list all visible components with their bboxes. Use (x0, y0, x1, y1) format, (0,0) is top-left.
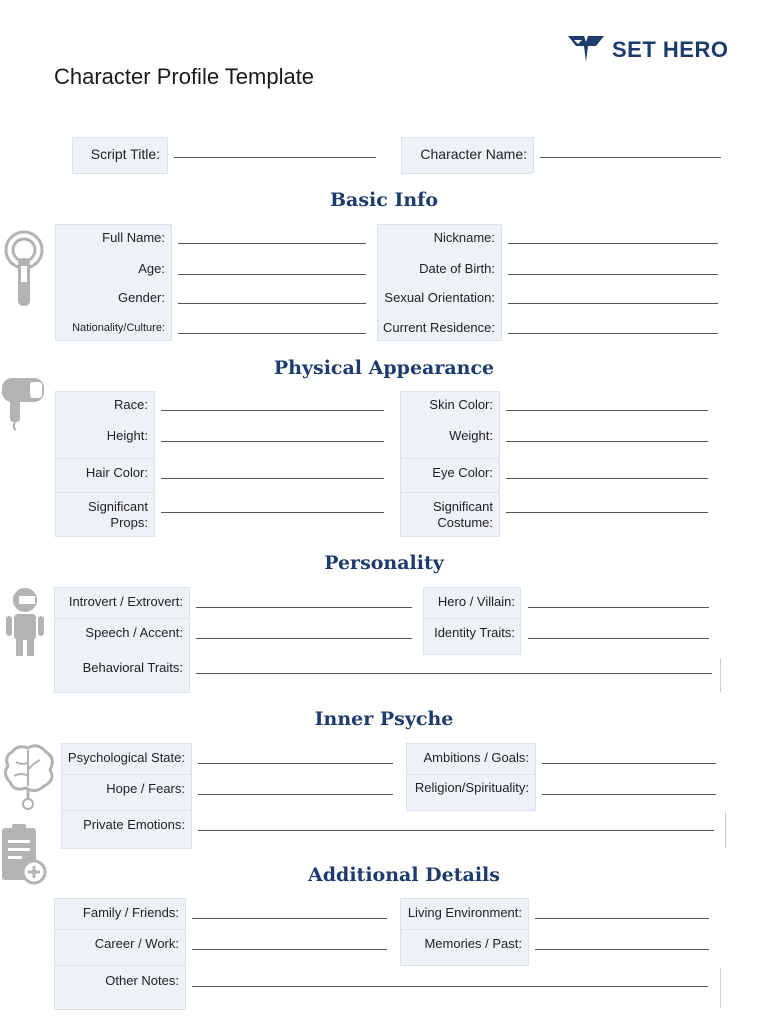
character-name-field[interactable] (540, 157, 721, 158)
speech-accent-field[interactable] (196, 638, 412, 639)
nickname-label: Nickname: (433, 230, 495, 245)
ambitions-goals-label: Ambitions / Goals: (423, 750, 529, 765)
living-environment-field[interactable] (535, 918, 709, 919)
race-field[interactable] (161, 410, 384, 411)
living-environment-label: Living Environment: (407, 905, 522, 920)
height-label: Height: (106, 428, 148, 443)
psychological-state-label: Psychological State: (67, 750, 185, 765)
hero-villain-label: Hero / Villain: (437, 594, 515, 609)
script-title-field[interactable] (174, 157, 376, 158)
significant-props-label-line1: Significant (88, 499, 148, 514)
hope-fears-field[interactable] (198, 794, 393, 795)
skin-color-label: Skin Color: (429, 397, 493, 412)
page-title: Character Profile Template (54, 64, 315, 89)
hair-dryer-icon (0, 374, 48, 432)
other-notes-label: Other Notes: (105, 973, 179, 988)
hair-color-field[interactable] (161, 478, 384, 479)
identity-traits-field[interactable] (528, 638, 709, 639)
eye-color-label: Eye Color: (432, 465, 493, 480)
current-residence-label: Current Residence: (383, 320, 495, 335)
gender-label: Gender: (118, 290, 165, 305)
eye-color-field[interactable] (506, 478, 708, 479)
nickname-field[interactable] (508, 243, 718, 244)
script-title-label: Script Title: (90, 146, 160, 162)
weight-field[interactable] (506, 441, 708, 442)
speech-accent-label: Speech / Accent: (85, 625, 183, 640)
private-emotions-field[interactable] (198, 830, 714, 831)
current-residence-field[interactable] (508, 333, 718, 334)
introvert-extrovert-label: Introvert / Extrovert: (68, 594, 183, 609)
set-hero-logo (566, 32, 736, 68)
career-work-label: Career / Work: (94, 936, 179, 951)
sexual-orientation-label: Sexual Orientation: (384, 290, 495, 305)
height-field[interactable] (161, 441, 384, 442)
significant-props-label-line2: Props: (110, 515, 148, 530)
behavioral-traits-label: Behavioral Traits: (82, 660, 183, 675)
significant-costume-label-line1: Significant (433, 499, 493, 514)
section-heading-physical-appearance: Physical Appearance (273, 357, 495, 379)
person-icon (6, 586, 44, 658)
other-notes-field[interactable] (192, 986, 708, 987)
age-field[interactable] (178, 274, 366, 275)
skin-color-field[interactable] (506, 410, 708, 411)
introvert-extrovert-field[interactable] (196, 607, 412, 608)
gender-field[interactable] (178, 303, 366, 304)
nationality-field[interactable] (178, 333, 366, 334)
sexual-orientation-field[interactable] (508, 303, 718, 304)
hero-villain-field[interactable] (528, 607, 709, 608)
family-friends-label: Family / Friends: (82, 905, 179, 920)
section-heading-inner-psyche: Inner Psyche (314, 708, 454, 730)
logo-shield-icon (566, 32, 606, 66)
ambitions-goals-field[interactable] (542, 763, 716, 764)
date-of-birth-field[interactable] (508, 274, 718, 275)
religion-spirituality-field[interactable] (542, 794, 716, 795)
brain-icon (2, 742, 56, 810)
weight-label: Weight: (449, 428, 493, 443)
religion-spirituality-label: Religion/Spirituality: (414, 780, 529, 795)
significant-props-field[interactable] (161, 512, 384, 513)
character-name-label: Character Name: (420, 146, 527, 162)
section-heading-additional-details: Additional Details (308, 864, 500, 886)
psychological-state-field[interactable] (198, 763, 393, 764)
section-heading-personality: Personality (324, 552, 444, 574)
race-label: Race: (114, 397, 148, 412)
section-heading-basic-info: Basic Info (329, 189, 439, 211)
significant-costume-label-line2: Costume: (437, 515, 493, 530)
date-of-birth-label: Date of Birth: (419, 261, 495, 276)
brand-name: SET HERO (612, 37, 729, 62)
full-name-field[interactable] (178, 243, 366, 244)
age-label: Age: (138, 261, 165, 276)
family-friends-field[interactable] (192, 918, 387, 919)
hope-fears-label: Hope / Fears: (106, 781, 185, 796)
id-badge-icon (2, 228, 46, 310)
memories-past-label: Memories / Past: (424, 936, 522, 951)
full-name-label: Full Name: (102, 230, 165, 245)
nationality-label: Nationality/Culture: (72, 322, 165, 334)
private-emotions-label: Private Emotions: (83, 817, 185, 832)
career-work-field[interactable] (192, 949, 387, 950)
identity-traits-label: Identity Traits: (434, 625, 515, 640)
hair-color-label: Hair Color: (85, 465, 148, 480)
memories-past-field[interactable] (535, 949, 709, 950)
significant-costume-field[interactable] (506, 512, 708, 513)
behavioral-traits-field[interactable] (196, 673, 712, 674)
